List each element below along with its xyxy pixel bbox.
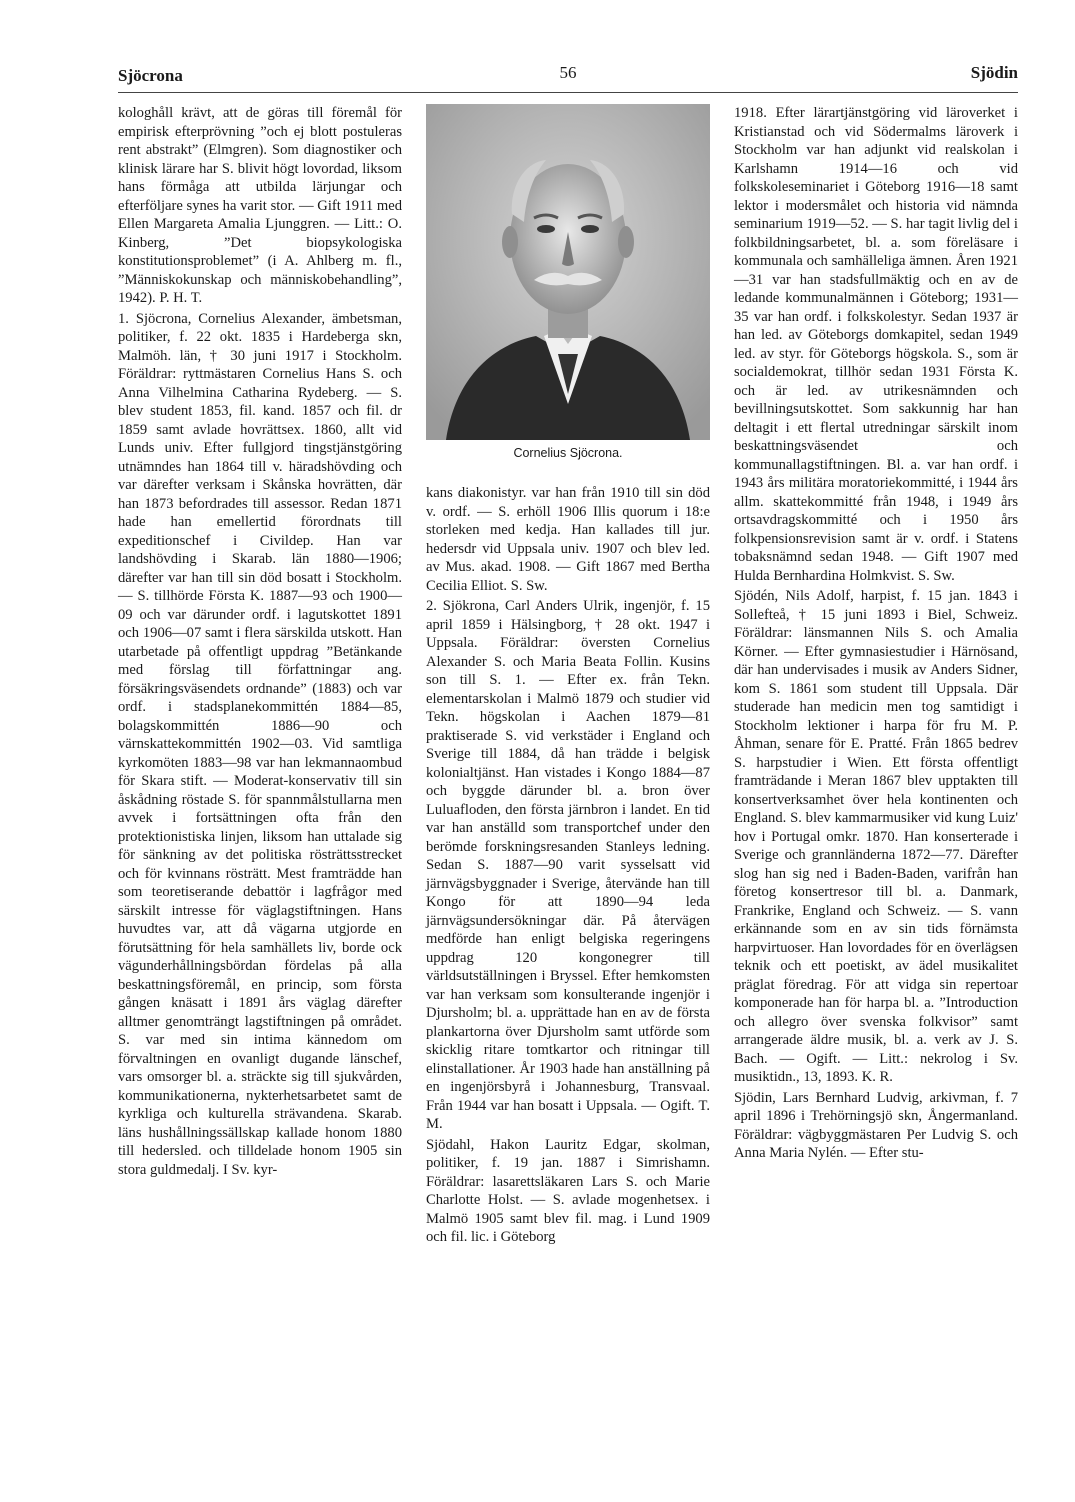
header-rule [118,92,1018,93]
paragraph: kologhåll krävt, att de göras till föremål för empirisk efterprövning ”och ej blott postuleras rent abstrakt” (Elmgren). Som diagnostiker och klinisk lärare har S. blivit högt lovordad, liksom hans förmåga att utbilda lärjungar och efterföljare synes ha varit stor. — Gift 1911 med Ellen Margareta Amalia Ljunggren. — Litt.: O. Kinberg, ”Det biopsykologiska konstitutionsproblemet” (i A. Ahlberg m. fl., ”Människokunskap och människobehandling”, 1942). P. H. T. [118,105,402,306]
paragraph: 1. Sjöcrona, Cornelius Alexander, ämbetsman, politiker, f. 22 okt. 1835 i Hardeberga skn, Malmöh. län, † 30 juni 1917 i Stockholm. Föräldrar: ryttmästaren Cornelius Hans S. och Anna Vilhelmina Catharina Rydeberg. — S. blev student 1853, fil. kand. 1857 och fil. dr 1859 samt avlade hovrättsex. 1860, allt vid Lunds univ. Efter fullgjord tingstjänstgöring utnämndes han 1864 till v. häradshövding och var därefter verksam i Skånska hovrätten, där han 1873 befordrades till assessor. Redan 1871 hade han emellertid förordnats till expeditionschef i Civildep. Han var landshövding i Skarab. län 1880—1906; därefter var han till sin död bosatt i Stockholm. — S. tillhörde Första K. 1887—93 och 1900—09 och var därunder ordf. i lagutskottet 1891 och 1906—07 samt i flera särskilda utskott. Han utarbetade på offentligt uppdrag ”Betänkande med förslag till författningar ang. försäkringsväsendets ordnande” (1883) och var ordf. i stadsplanekommittén 1884—85, bolagskommittén 1886—90 och värnskattekommittén 1902—03. Vid samtliga kyrkomöten 1883—98 var han lekmannaombud för Skara stift. — Moderat-konservativ till sin åskådning röstade S. för spannmålstullarna men avvek i fortsättningen ofta från den protektionistiska linjen, liksom han uttalade sig för sänkning av det politiska rösträttsstrecket och för kvinnans rösträtt. Mest framträdde han som teoretiserande debattör i lagfrågor med särskilt intresse för väglagstiftningen. Hans huvudtes var, att då vägarna utgjorde en förutsättning för hela samhällets liv, borde ock vägunderhållningsbördan fördelas på alla beskattningsföremål, en princip, som första gången knäsatt i 1891 års väglag därefter alltmer genomträngt lagstiftningen på området. S. var med sin intima kännedom om förvaltningen en ovanligt dugande länschef, vars omsorger bl. a. sträckte sig till sjukvården, kommunikationerna, nykterhetsarbetet samt de kyrkliga och kulturella strävandena. Skarab. läns hushållningssällskap kallade honom 1880 till hedersled. och tilldelade honom 1905 sin stora guldmedalj. I Sv. kyr- [118,310,402,1178]
photo-caption: Cornelius Sjöcrona. [513,446,623,460]
paragraph: Sjödahl, Hakon Lauritz Edgar, skolman, politiker, f. 19 jan. 1887 i Simrishamn. Föräldrar: lasarettsläkaren Lars S. och Marie Charlotte Holst. — S. avlade mogenhetsex. i Malmö 1905 samt blev fil. mag. i Lund 1909 och fil. lic. i Göteborg [426,1136,710,1245]
column-2 [426,484,710,1247]
paragraph: Sjödin, Lars Bernhard Ludvig, arkivman, f. 7 april 1896 i Trehörningsjö skn, Ångermanland. Föräldrar: vägbyggmästaren Per Ludvig S. och Anna Maria Nylén. — Efter stu- [734,1089,1018,1161]
header-left-keyword: Sjöcrona [118,66,183,85]
paragraph: 1918. Efter lärartjänstgöring vid läroverket i Kristianstad och vid Södermalms läroverk i Stockholm var han adjunkt vid realskolan i Karlshamn 1914—16 och vid folkskoleseminariet i Göteborg 1916—18 samt lektor i modersmålet och historia vid nämnda seminarium 1919—52. — S. har tagit livlig del i folkbildningsarbetet, bl. a. som föreläsare i kommunala och samhälleliga ämnen. Åren 1921—31 var han stadsfullmäktig och en av de ledande kommunalmännen i Göteborg; 1931—35 var han ordf. i folkskolestyr. Sedan 1937 är han led. av Göteborgs domkapitel, sedan 1949 led. av styr. för Göteborgs högskola. S., som är socialdemokrat, tillhör sedan 1931 Första K. och är led. av utrikesnämnden och bevillningsutskottet. Som sakkunnig har han deltagit i ett flertal utredningar särskilt inom beskattningsväsendet och kommunallagstiftningen. Bl. a. var han ordf. i 1943 års militära moratoriekommitté, i 1944 års allm. skattekommitté från 1948, i 1949 års ortsavdragskommitté och i 1950 års folkpensionsrevision samt är v. ordf. i Statens tobaksnämnd sedan 1948. — Gift 1907 med Hulda Bernhardina Holmkvist. S. Sw. [734,105,1018,584]
column-3 [734,104,1018,1163]
column-1 [118,104,402,1179]
paragraph: kans diakonistyr. var han från 1910 till sin död v. ordf. — S. erhöll 1906 Illis quorum i 18:e storleken med kedja. Han kallades till jur. hedersdr vid Uppsala univ. 1907 och blev led. av Mus. akad. 1908. — Gift 1867 med Bertha Cecilia Elliot. S. Sw. [426,485,710,594]
running-header [118,60,1018,90]
portrait-photo [426,104,710,440]
portrait-image [426,104,710,440]
page-number: 56 [559,63,577,82]
paragraph: Sjödén, Nils Adolf, harpist, f. 15 jan. 1843 i Sollefteå, † 15 juni 1893 i Biel, Schweiz. Föräldrar: länsmannen Nils S. och Amalia Körner. — Efter gymnasiestudier i Härnösand, där han undervisades i musik av Anders Sidner, kom S. 1861 som student till Uppsala. Där studerade han medicin men tog samtidigt i Stockholm lektioner i harpa för fru M. P. Åhman, senare för E. Pratté. Från 1865 bedrev S. harpstudier i Wien. Ett första offentligt framträdande i Meran 1867 blev upptakten till konsertverksamhet över hela kontinenten och England. S. blev kammarmusiker vid kung Luiz' hov i Portugal omkr. 1870. Han konserterade i Sverige och grannländerna 1872—77. Därefter slog han sig ned i Baden-Baden, varifrån han företog konsertresor till bl. a. Danmark, Frankrike, England och Schweiz. — S. vann erkännande som en av sin tids förnämsta harpvirtuoser. Han lovordades för en överlägsen teknik och ett poetiskt, av ädel musikalitet präglat föredrag. För att vidga sin repertoar komponerade han för harpa bl. a. ”Introduction och allegro över svenska folkvisor” samt arrangerade äldre musik, bl. a. verk av J. S. Bach. — Ogift. — Litt.: nekrolog i Sv. musiktidn., 13, 1893. K. R. [734,588,1018,1085]
header-right-keyword: Sjödin [970,63,1018,82]
paragraph: 2. Sjökrona, Carl Anders Ulrik, ingenjör, f. 15 april 1859 i Hälsingborg, † 28 okt. 1947 i Uppsala. Föräldrar: översten Cornelius Alexander S. och Maria Beata Follin. Kusins son till S. 1. — Efter ex. från Tekn. elementarskolan i Malmö 1879 och studier vid Tekn. högskolan i Aachen 1879—81 praktiserade S. vid verkstäder i England och Sverige till 1884, då han trädde i belgisk kolonialtjänst. Han vistades i Kongo 1884—87 och byggde därunder bl. a. bron över Luluafloden, den första järnbron i landet. En tid var han anställd som transportchef under den berömde forskningsresanden Stanleys ledning. Sedan S. 1887—90 varit sysselsatt vid järnvägsbyggnader i Sverige, återvände han till Kongo för att 1890—94 leda järnvägsundersökningar där. På återvägen medförde han enligt belgiska regeringens uppdrag 120 kongonegrer till världsutställningen i Bryssel. Efter hemkomsten var han verksam som konsulterande ingenjör i Djursholm; bl. a. upprättade han en av de första plankartorna över Djursholm samt utförde som skicklig ritare tomtkartor och ritningar till elinstallationer. År 1903 hade han anställning på en ingenjörsbyrå i Johannesburg, Transvaal. Från 1944 var han bosatt i Uppsala. — Ogift. T. M. [426,598,710,1132]
